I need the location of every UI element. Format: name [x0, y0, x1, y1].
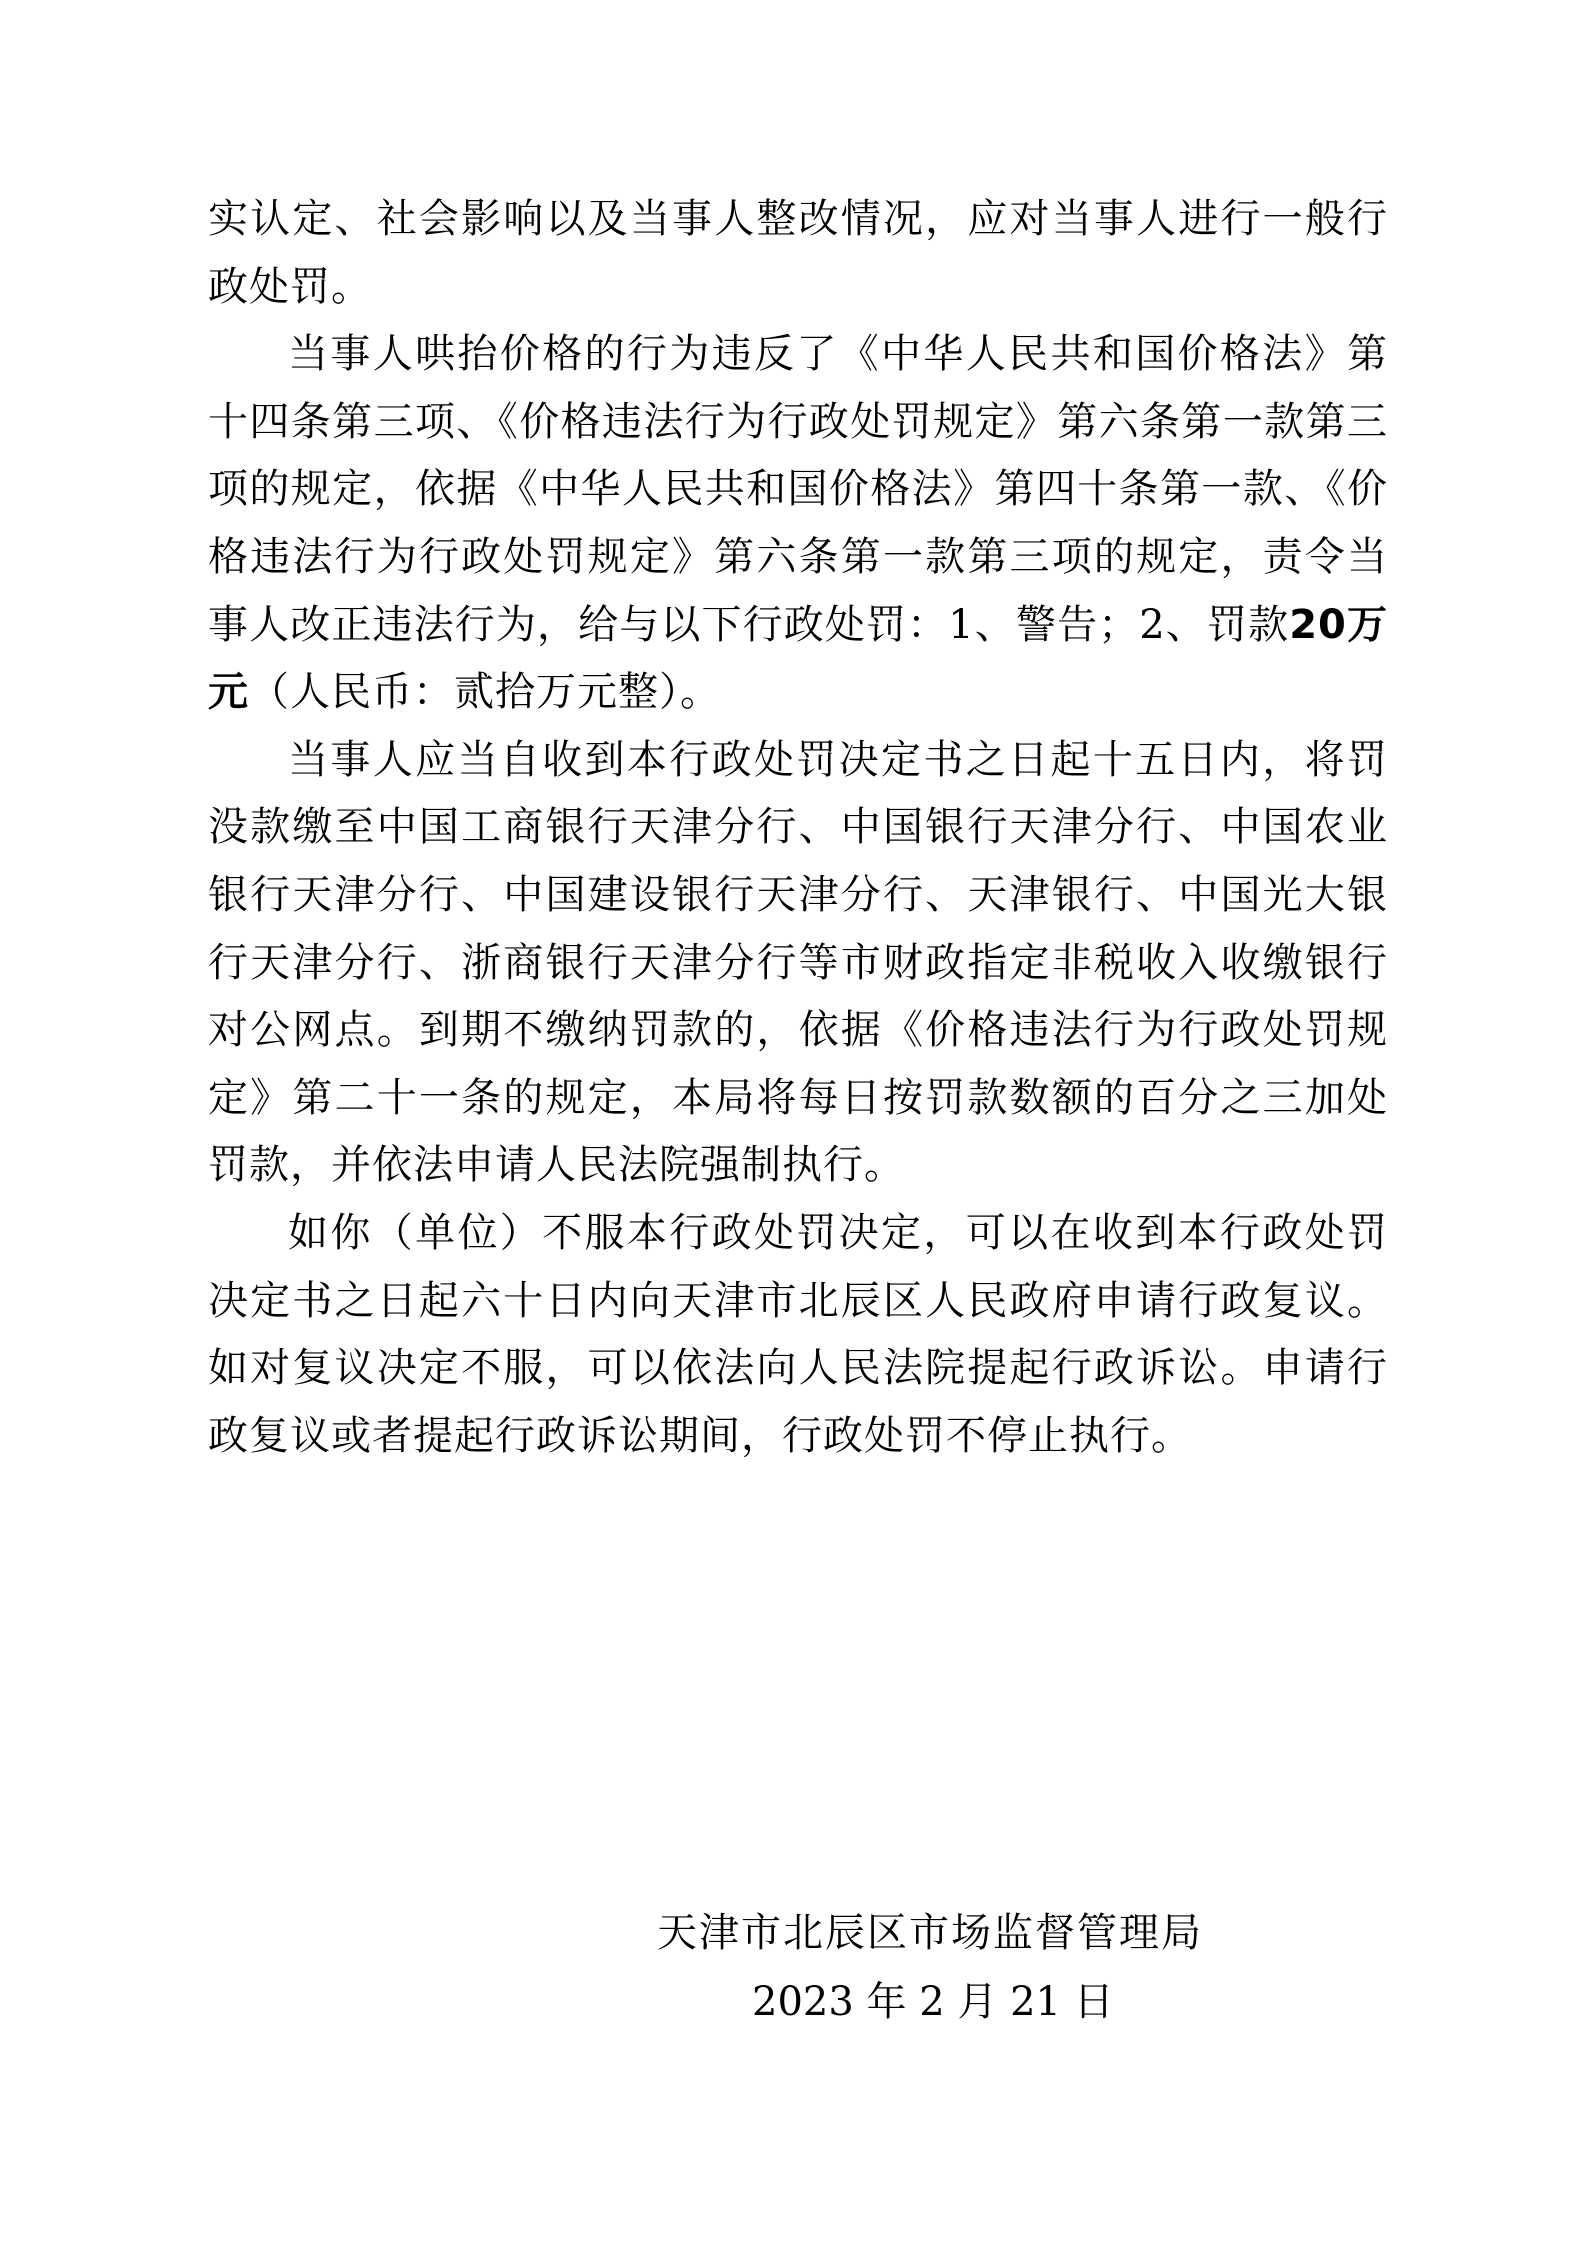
fine-amount-in-words: （人民币：贰拾万元整）。 — [249, 669, 721, 716]
paragraph-penalty-decision — [208, 321, 1388, 727]
issue-date: 2023 年 2 月 21 日 — [752, 1979, 1114, 2025]
fine-amount: 20万元 — [208, 601, 1388, 716]
paragraph-payment-instructions: 当事人应当自收到本行政处罚决定书之日起十五日内，将罚没款缴至中国工商银行天津分行、中国银行天津分行、中国农业银行天津分行、中国建设银行天津分行、天津银行、中国光大银行天津分行、浙商银行天津分行等市财政指定非税收入收缴银行对公网点。到期不缴纳罚款的，依据《价格违法行为行政处罚规定》第二十一条的规定，本局将每日按罚款数额的百分之三加处罚款，并依法申请人民法院强制执行。 — [208, 736, 1388, 1189]
penalty-decision-text: 当事人哄抬价格的行为违反了《中华人民共和国价格法》第十四条第三项、《价格违法行为行政处罚规定》第六条第一款第三项的规定，依据《中华人民共和国价格法》第四十条第一款、《价格违法行为行政处罚规定》第六条第一款第三项的规定，责令当事人改正违法行为，给与以下行政处罚：1、警告；2、罚款 — [208, 331, 1388, 648]
paragraph-appeal-rights: 如你（单位）不服本行政处罚决定，可以在收到本行政处罚决定书之日起六十日内向天津市北辰区人民政府申请行政复议。如对复议决定不服，可以依法向人民法院提起行政诉讼。申请行政复议或者提起行政诉讼期间，行政处罚不停止执行。 — [208, 1209, 1388, 1459]
paragraph-penalty-basis: 实认定、社会影响以及当事人整改情况，应对当事人进行一般行政处罚。 — [208, 196, 1388, 310]
document-body — [208, 186, 1388, 1470]
issuing-authority: 天津市北辰区市场监督管理局 — [657, 1910, 1203, 1956]
